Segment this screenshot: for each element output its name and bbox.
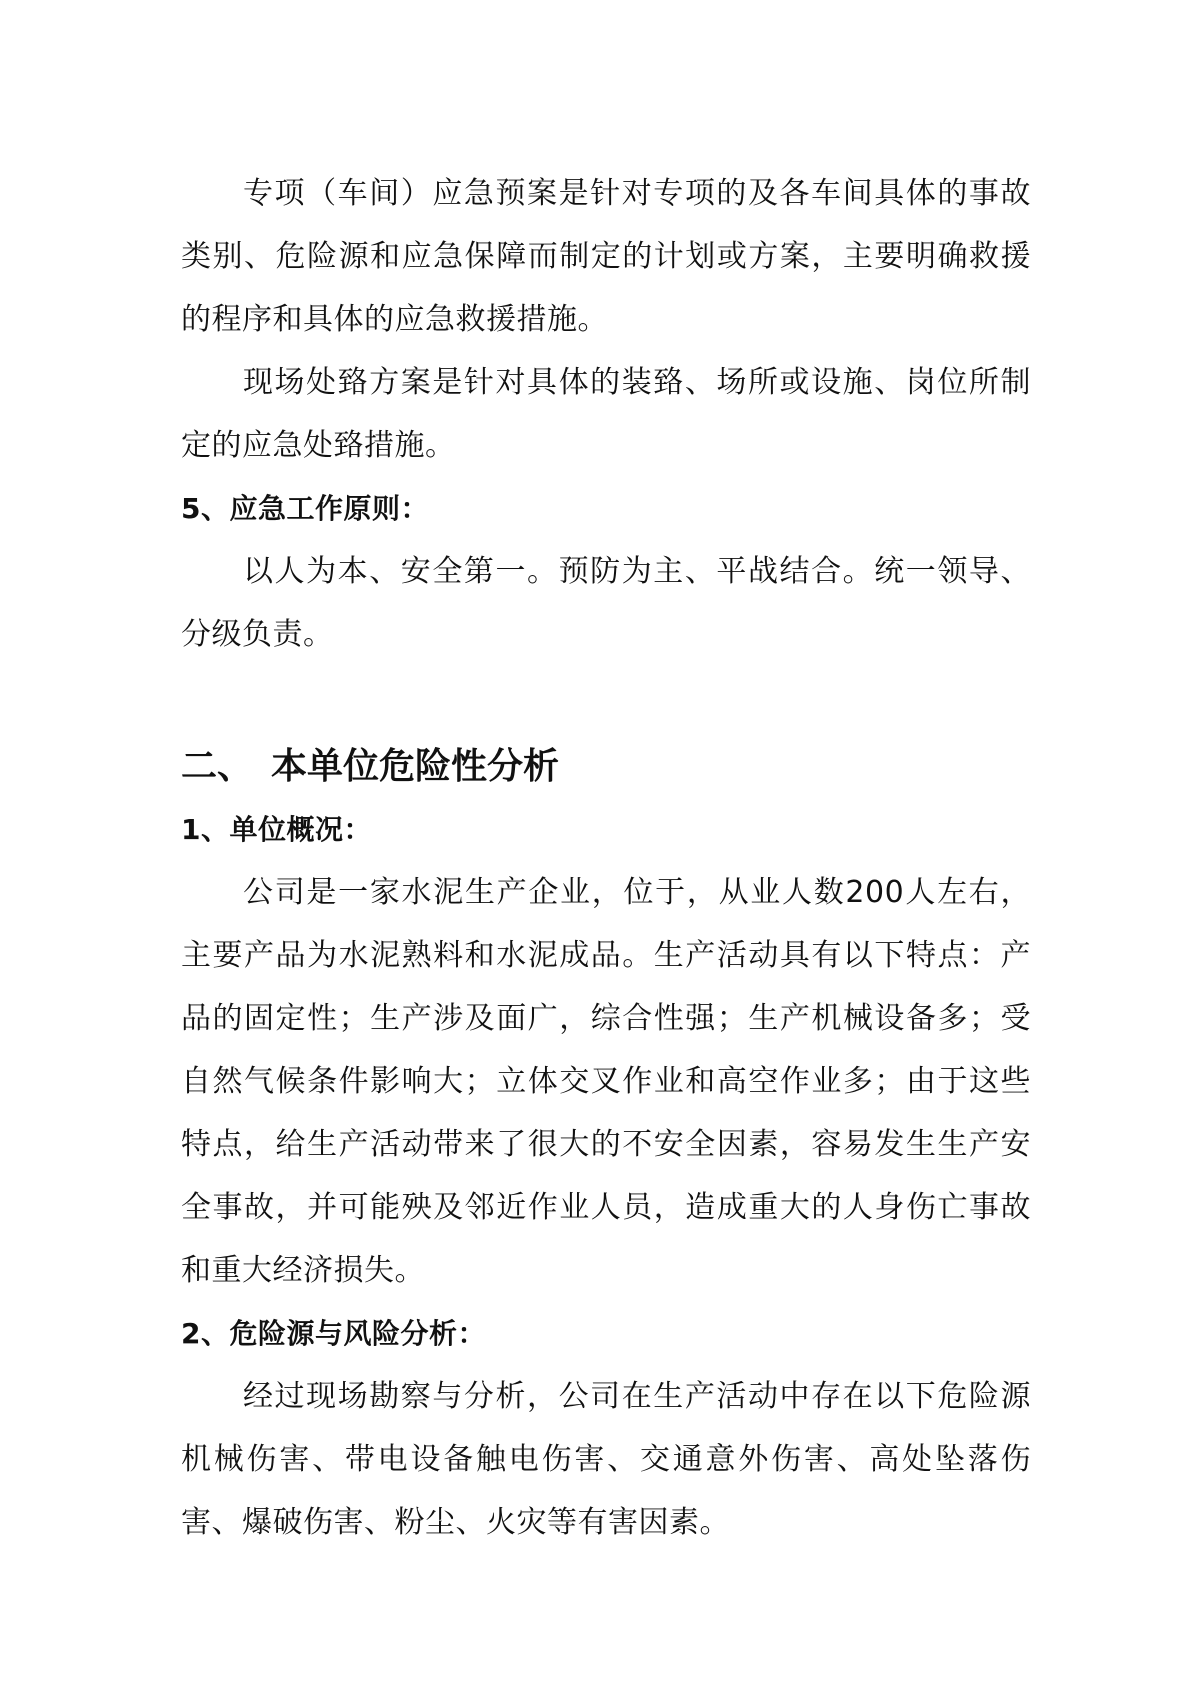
section-heading-hazard-analysis bbox=[181, 735, 1031, 798]
document-body-bottom bbox=[181, 735, 1031, 1554]
heading-unit-overview: 1、单位概况： bbox=[181, 813, 372, 846]
paragraph-hazard-risk: 经过现场勘察与分析，公司在生产活动中存在以下危险源机械伤害、带电设备触电伤害、交通意外伤害、高处坠落伤害、爆破伤害、粉尘、火灾等有害因素。 bbox=[181, 1379, 1031, 1540]
heading-hazard-risk: 2、危险源与风险分析： bbox=[181, 1317, 486, 1350]
paragraph-special-plan: 专项（车间）应急预案是针对专项的及各车间具体的事故类别、危险源和应急保障而制定的计划或方案，主要明确救援的程序和具体的应急救援措施。 bbox=[181, 176, 1031, 337]
paragraph-principles: 以人为本、安全第一。预防为主、平战结合。统一领导、分级负责。 bbox=[181, 554, 1031, 652]
paragraph-onsite-plan: 现场处臵方案是针对具体的装臵、场所或设施、岗位所制定的应急处臵措施。 bbox=[181, 365, 1031, 463]
heading-emergency-principles: 5、应急工作原则： bbox=[181, 492, 429, 525]
section-title: 本单位危险性分析 bbox=[271, 746, 560, 787]
document-body-top bbox=[181, 162, 1031, 666]
paragraph-unit-overview: 公司是一家水泥生产企业，位于，从业人数200人左右，主要产品为水泥熟料和水泥成品。生产活动具有以下特点：产品的固定性；生产涉及面广，综合性强；生产机械设备多；受自然气候条件影响大；立体交叉作业和高空作业多；由于这些特点，给生产活动带来了很大的不安全因素，容易发生生产安全事故，并可能殃及邻近作业人员，造成重大的人身伤亡事故和重大经济损失。 bbox=[181, 875, 1031, 1288]
section-number: 二、 bbox=[181, 746, 254, 787]
